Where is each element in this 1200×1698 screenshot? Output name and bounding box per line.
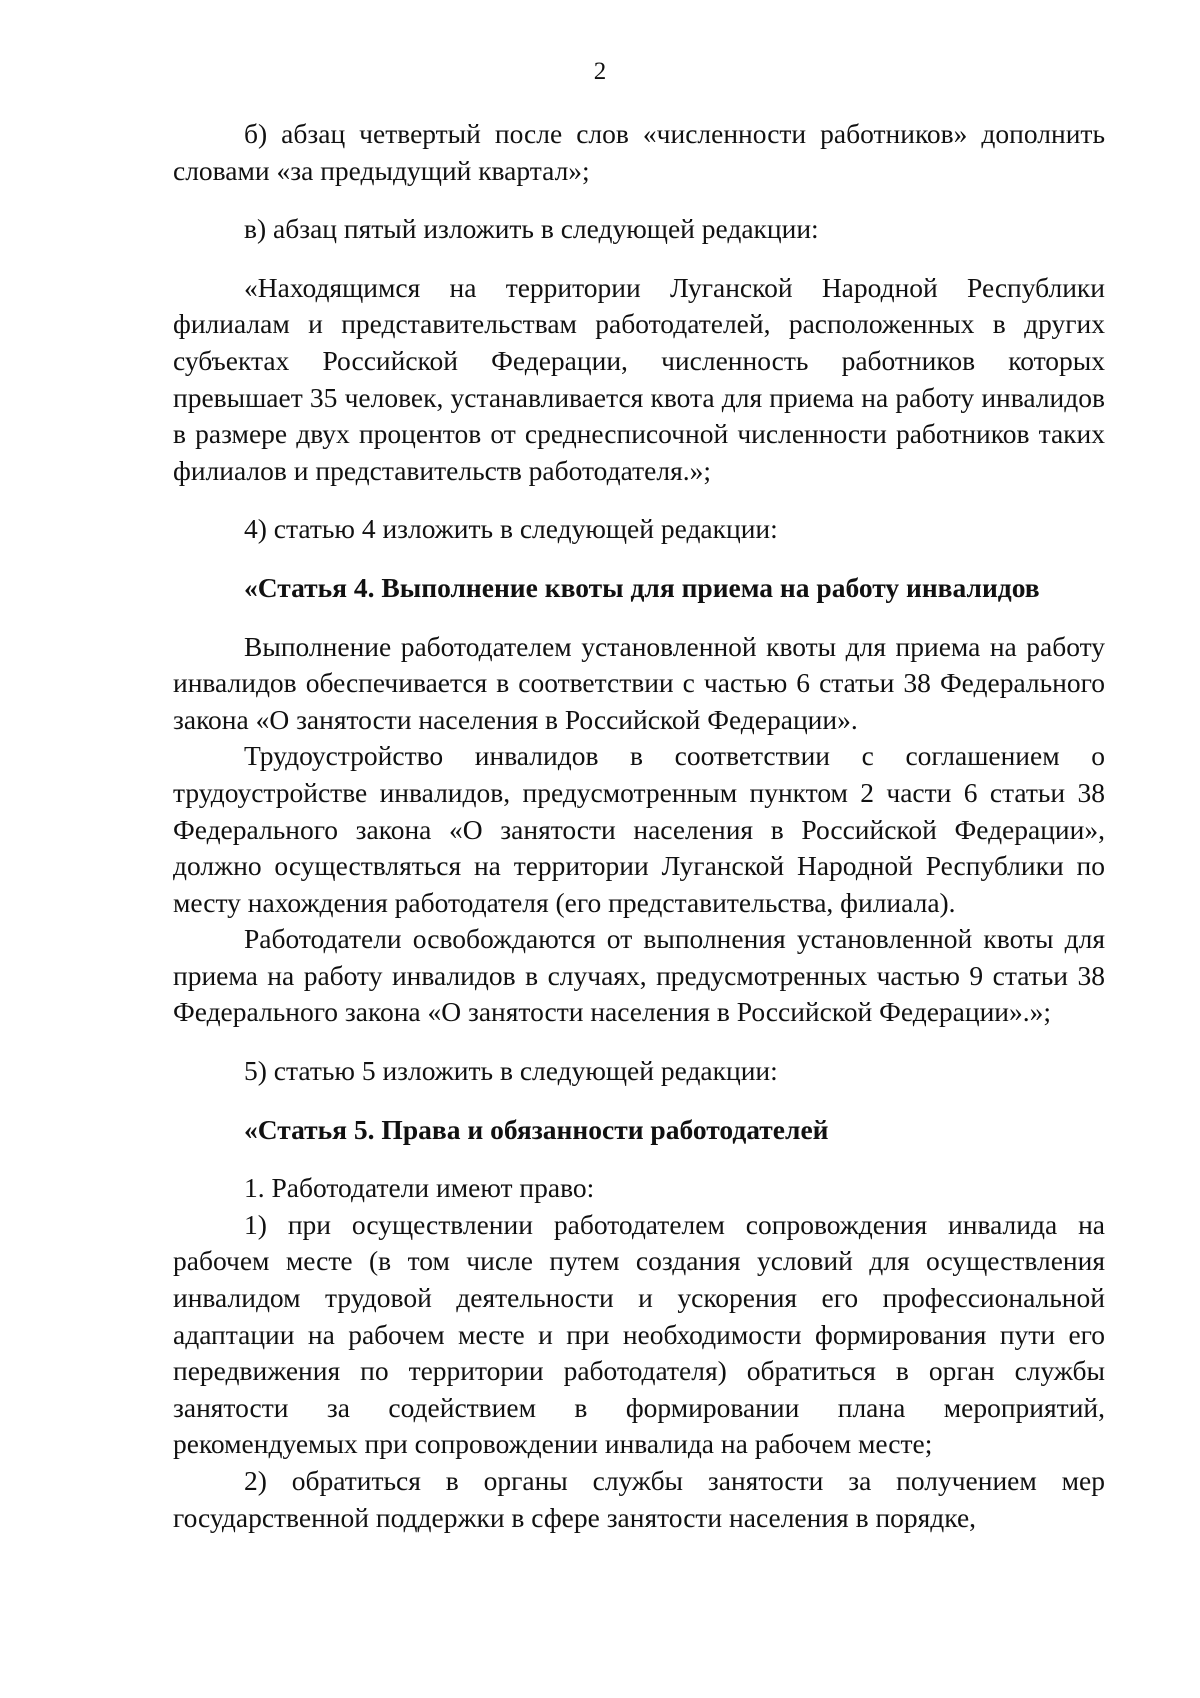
paragraph-right-2: 2) обратиться в органы службы занятости за получением мер государственной поддержки в сфере занятости населения в порядке, <box>173 1465 1105 1533</box>
paragraph-b-amendment: б) абзац четвертый после слов «численности работников» дополнить словами «за предыдущий квартал»; <box>173 118 1105 186</box>
page-number: 2 <box>593 58 607 85</box>
paragraph-quota-branches: «Находящимся на территории Луганской Народной Республики филиалам и представительствам работодателей, расположенных в других субъектах Российской Федерации, численность работников которых превышает 35 человек, устанавливается квота для приема на работу инвалидов в размере двух процентов от среднесписочной численности работников таких филиалов и представительств работодателя.»; <box>173 271 1105 486</box>
paragraph-article-5-instruction: 5) статью 5 изложить в следующей редакции: <box>244 1055 778 1087</box>
paragraph-employer-rights: 1. Работодатели имеют право: <box>244 1172 595 1204</box>
paragraph-article-4-instruction: 4) статью 4 изложить в следующей редакции: <box>244 513 778 545</box>
paragraph-employment-agreement: Трудоустройство инвалидов в соответствии с соглашением о трудоустройстве инвалидов, предусмотренным пунктом 2 части 6 статьи 38 Федерального закона «О занятости населения в Российской Федерации», должно осуществляться на территории Луганской Народной Республики по месту нахождения работодателя (его представительства, филиала). <box>173 740 1105 918</box>
paragraph-right-1: 1) при осуществлении работодателем сопровождения инвалида на рабочем месте (в том числе путем создания условий для осуществления инвалидом трудовой деятельности и ускорения его профессиональной адаптации на рабочем месте и при необходимости формирования пути его передвижения по территории работодателя) обратиться в орган службы занятости за содействием в формировании плана мероприятий, рекомендуемых при сопровождении инвалида на рабочем месте; <box>173 1208 1105 1460</box>
paragraph-quota-exemption: Работодатели освобождаются от выполнения установленной квоты для приема на работу инвалидов в случаях, предусмотренных частью 9 статьи 38 Федерального закона «О занятости населения в Российской Федерации».»; <box>173 923 1105 1028</box>
article-4-heading: «Статья 4. Выполнение квоты для приема на работу инвалидов <box>244 571 1040 603</box>
paragraph-v-amendment: в) абзац пятый изложить в следующей редакции: <box>244 213 819 245</box>
document-body <box>173 116 1105 1536</box>
paragraph-quota-fulfillment: Выполнение работодателем установленной квоты для приема на работу инвалидов обеспечивается в соответствии с частью 6 статьи 38 Федерального закона «О занятости населения в Российской Федерации». <box>173 630 1105 735</box>
article-5-heading: «Статья 5. Права и обязанности работодателей <box>244 1113 829 1145</box>
